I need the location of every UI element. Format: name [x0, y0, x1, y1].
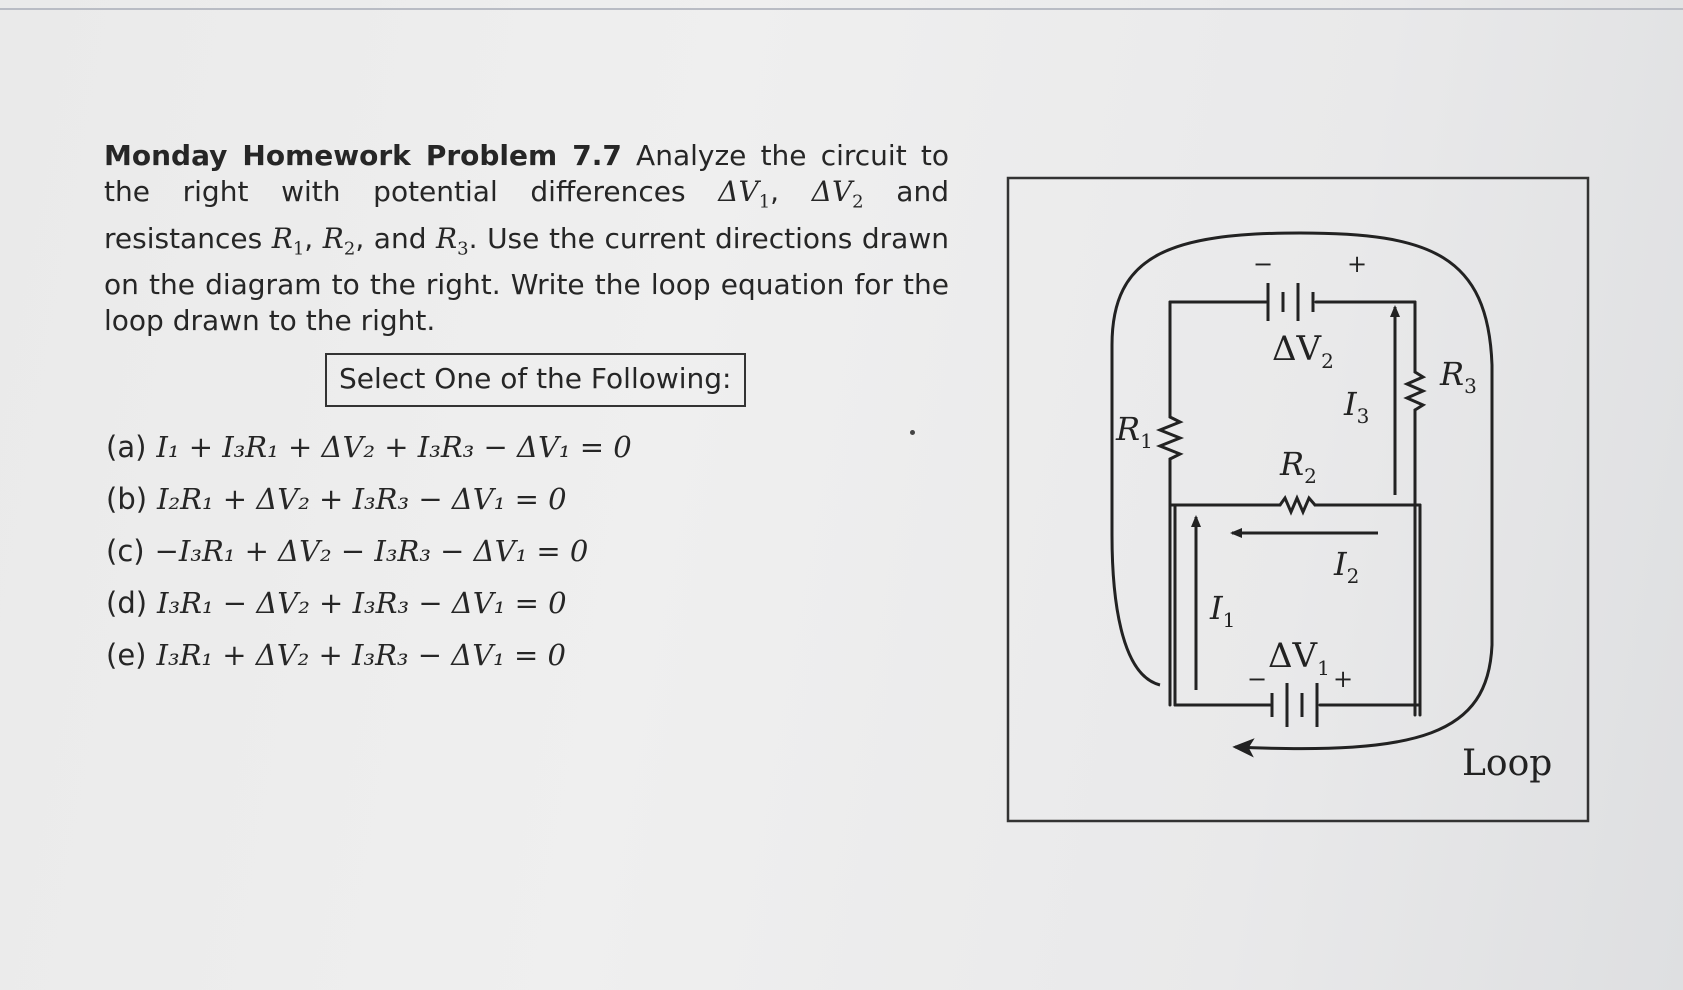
- label-i3: $I_3$: [1344, 385, 1370, 428]
- choice-label: (e): [106, 638, 147, 672]
- choice-equation: I₃R₁ − ΔV₂ + I₃R₃ − ΔV₁ = 0: [157, 586, 567, 620]
- problem-heading: Monday Homework Problem 7.7: [104, 139, 622, 172]
- separator-2: ,: [304, 221, 323, 255]
- label-plus-top: +: [1347, 250, 1368, 278]
- label-minus-top: −: [1253, 250, 1274, 278]
- problem-text-4: . Use the current directions drawn on the diagram to the right. Write the loop equation for the loop drawn to the right.: [104, 221, 949, 338]
- label-loop: Loop: [1462, 743, 1553, 784]
- choice-equation: I₁ + I₃R₁ + ΔV₂ + I₃R₃ − ΔV₁ = 0: [156, 430, 632, 464]
- choice-e[interactable]: [106, 638, 806, 690]
- label-dv1: $\Delta V_1$: [1268, 636, 1330, 680]
- label-dv2: $\Delta V_2$: [1272, 329, 1334, 373]
- symbol-dv1: $\Delta V_1$: [718, 175, 771, 213]
- symbol-dv2: $\Delta V_2$: [811, 175, 864, 213]
- battery-dv2: [1268, 283, 1313, 321]
- r1-resistor: [1160, 417, 1180, 459]
- symbol-r1: $R_1$: [271, 221, 305, 260]
- top-rule: [0, 8, 1683, 10]
- problem-statement: [104, 138, 949, 339]
- symbol-r2: $R_2$: [322, 221, 356, 260]
- choice-d[interactable]: [106, 586, 806, 638]
- choice-a[interactable]: [106, 430, 806, 482]
- label-r1: $R_1$: [1116, 410, 1153, 453]
- answer-choices: [106, 430, 806, 690]
- r3-resistor: [1407, 372, 1423, 410]
- label-i1: $I_1$: [1210, 589, 1236, 632]
- label-r3: $R_3$: [1440, 355, 1477, 398]
- problem-text-3: , and: [355, 221, 437, 255]
- stray-dot: [910, 430, 915, 435]
- choice-label: (c): [106, 534, 145, 568]
- circuit-diagram: [1000, 175, 1592, 830]
- choice-equation: I₃R₁ + ΔV₂ + I₃R₃ − ΔV₁ = 0: [156, 638, 566, 672]
- label-r2: $R_2$: [1280, 445, 1317, 488]
- choice-c[interactable]: [106, 534, 806, 586]
- separator-1: ,: [770, 175, 812, 208]
- label-minus-bottom: −: [1247, 665, 1268, 693]
- select-instruction: Select One of the Following:: [325, 353, 746, 407]
- symbol-r3: $R_3$: [436, 221, 469, 260]
- choice-label: (a): [106, 430, 147, 464]
- problem-text-2: and resistances: [104, 175, 949, 255]
- choice-equation: −I₃R₁ + ΔV₂ − I₃R₃ − ΔV₁ = 0: [154, 534, 589, 568]
- choice-label: (b): [106, 482, 148, 516]
- label-i2: $I_2$: [1334, 545, 1360, 588]
- choice-label: (d): [106, 586, 148, 620]
- choice-equation: I₂R₁ + ΔV₂ + I₃R₃ − ΔV₁ = 0: [157, 482, 567, 516]
- battery-dv1: [1272, 683, 1317, 727]
- problem-text-1: Analyze the circuit to the right with potential differences: [104, 139, 949, 208]
- choice-b[interactable]: [106, 482, 806, 534]
- label-plus-bottom: +: [1333, 665, 1354, 693]
- r2-resistor: [1280, 498, 1315, 512]
